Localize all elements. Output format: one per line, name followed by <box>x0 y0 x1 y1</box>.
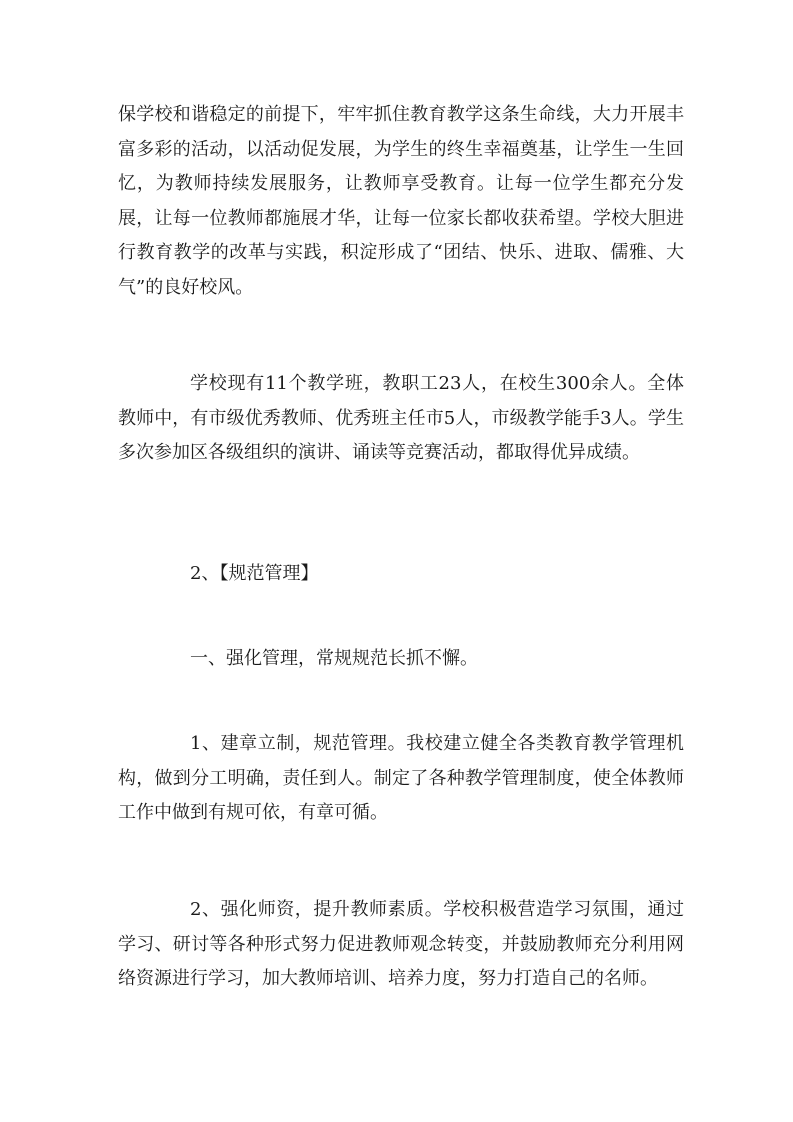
paragraph-rules-and-regulations: 1、建章立制，规范管理。我校建立健全各类教育教学管理机构，做到分工明确，责任到人。制定了各种教学管理制度，使全体教师工作中做到有规可依，有章可循。 <box>118 733 684 823</box>
subsection-heading-strengthen-management: 一、强化管理，常规规范长抓不懈。 <box>190 648 478 669</box>
paragraph-school-overview: 学校现有11个教学班，教职工23人，在校生300余人。全体教师中，有市级优秀教师、优秀班主任市5人，市级教学能手3人。学生多次参加区各级组织的演讲、诵读等竞赛活动，都取得优异成绩。 <box>118 373 684 463</box>
paragraph-teacher-development: 2、强化师资，提升教师素质。学校积极营造学习氛围，通过学习、研讨等各种形式努力促进教师观念转变，并鼓励教师充分利用网络资源进行学习，加大教师培训、培养力度，努力打造自己的名师。 <box>118 899 684 989</box>
paragraph-school-culture: 保学校和谐稳定的前提下，牢牢抓住教育教学这条生命线，大力开展丰富多彩的活动，以活动促发展，为学生的终生幸福奠基，让学生一生回忆，为教师持续发展服务，让教师享受教育。让每一位学生都充分发展，让每一位教师都施展才华，让每一位家长都收获希望。学校大胆进行教育教学的改革与实践，积淀形成了“团结、快乐、进取、儒雅、大气”的良好校风。 <box>118 104 684 298</box>
section-heading-standard-management: 2、【规范管理】 <box>190 563 319 584</box>
